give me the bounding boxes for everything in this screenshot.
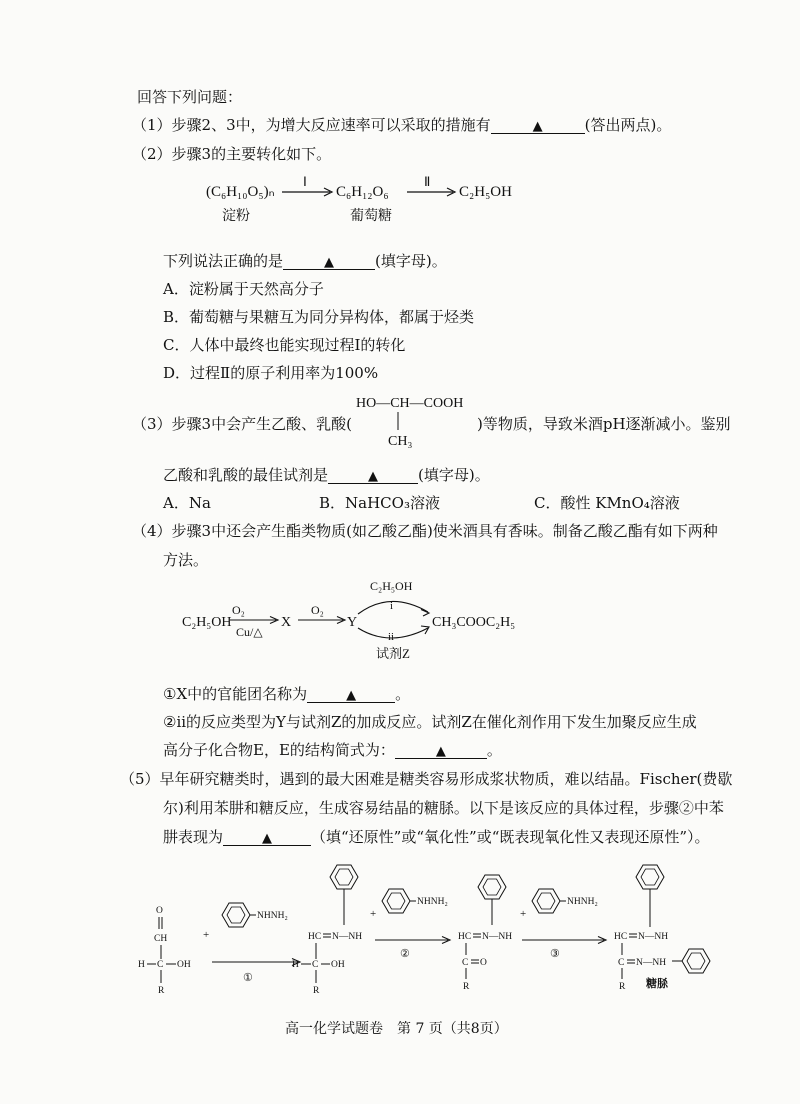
q3-option-b: B．NaHCO₃溶液	[319, 494, 440, 512]
svg-text:CH: CH	[154, 934, 168, 944]
scheme-condition: Cu/△	[236, 625, 263, 639]
q3-text-b: )等物质，导致米酒pH逐渐减小。鉴别	[477, 415, 731, 433]
q4-line-1	[132, 520, 718, 541]
osazone-step-3-label: ③	[550, 948, 560, 960]
scheme-start-ethanol: C₂H₅OH	[182, 615, 232, 630]
q2-prompt: 下列说法正确的是	[163, 252, 284, 270]
q5-line-1	[120, 768, 732, 789]
starch-conversion-scheme	[200, 170, 530, 228]
q1-text: 步骤2、3中，为增大反应速率可以采取的措施有	[171, 116, 491, 134]
q3-mark: ▲	[368, 469, 379, 484]
q4-sub-2b-text: 高分子化合物E，E的结构简式为：	[163, 741, 395, 759]
question-1	[132, 114, 671, 135]
osazone-product	[614, 865, 710, 992]
svg-text:R: R	[463, 982, 470, 992]
scheme-product: CH₃COOC₂H₅	[432, 615, 516, 630]
q1-number: （1）	[132, 116, 172, 134]
route-i-label: i	[390, 600, 394, 612]
q5-text-3b: （填“还原性”或“氧化性”或“既表现氧化性又表现还原性”）。	[311, 828, 710, 846]
q3-option-a: A．Na	[163, 494, 211, 512]
q4-sub-2b	[163, 739, 502, 760]
q3-line-2	[163, 464, 490, 485]
svg-text:+: +	[203, 929, 210, 941]
scheme-o2-first: O₂	[232, 603, 245, 617]
q3-number: （3）	[132, 415, 172, 433]
svg-text:HC: HC	[614, 932, 628, 942]
q2-mark: ▲	[324, 255, 335, 270]
osazone-step-2-label: ②	[400, 948, 410, 960]
q3-answer-blank	[328, 468, 418, 484]
route-ii-label: ii	[388, 631, 395, 643]
scheme-top-reagent: C₂H₅OH	[370, 579, 413, 593]
q3-tail: (填字母)。	[418, 466, 490, 484]
q4-number: （4）	[132, 522, 172, 540]
svg-text:N—NH: N—NH	[482, 932, 513, 942]
svg-text:O: O	[156, 906, 163, 916]
intro-text: 回答下列问题：	[137, 88, 243, 106]
q5-line-3	[163, 826, 710, 847]
q2-option-a: A．淀粉属于天然高分子	[163, 280, 324, 298]
ethyl-acetate-scheme	[180, 572, 520, 664]
q2-number: （2）	[132, 145, 172, 163]
svg-text:HC: HC	[308, 932, 322, 942]
nhnh2-label-2: NHNH₂	[417, 897, 448, 907]
svg-text:HC: HC	[458, 932, 472, 942]
svg-text:+: +	[370, 908, 377, 920]
svg-text:R: R	[158, 986, 165, 996]
scheme-y: Y	[347, 615, 358, 630]
q1-mark: ▲	[532, 119, 543, 134]
step-2-label: Ⅱ	[424, 174, 431, 189]
q5-text-1: 早年研究糖类时，遇到的最大困难是糖类容易形成浆状物质，难以结晶。Fischer(费歇	[159, 770, 733, 788]
svg-text:R: R	[619, 982, 626, 992]
svg-text:C: C	[462, 958, 469, 968]
phenylhydrazine-reagent-1	[222, 903, 288, 927]
aldose-structure	[138, 906, 191, 996]
q2-option-c: C．人体中最终也能实现过程Ⅰ的转化	[163, 336, 406, 354]
svg-text:N—NH: N—NH	[332, 932, 363, 942]
q2-tail: (填字母)。	[375, 252, 447, 270]
svg-text:+: +	[520, 908, 527, 920]
svg-text:R: R	[313, 986, 320, 996]
svg-text:C: C	[312, 960, 319, 970]
q5-answer-blank	[223, 830, 311, 846]
scheme-o2-second: O₂	[311, 603, 324, 617]
q4-sub-2: ②ii的反应类型为Y与试剂Z的加成反应。试剂Z在催化剂作用下发生加聚反应生成	[163, 713, 697, 731]
osazone-step-1-label: ①	[243, 972, 253, 984]
q4-text-2: 方法。	[163, 551, 209, 569]
q2-answer-blank	[283, 254, 375, 270]
glucose-formula: C₆H₁₂O₆	[336, 184, 389, 200]
q2-text: 步骤3的主要转化如下。	[171, 145, 332, 163]
q2-option-d: D．过程Ⅱ的原子利用率为100%	[163, 364, 379, 382]
lactic-acid-structure	[352, 388, 477, 450]
q2-prompt-line	[163, 250, 447, 271]
starch-formula: (C₆H₁₀O₅)ₙ	[206, 184, 275, 200]
q4-sub-1-tail: 。	[395, 685, 411, 703]
svg-text:N—NH: N—NH	[638, 932, 669, 942]
starch-name: 淀粉	[222, 209, 250, 224]
q5-number: （5）	[120, 770, 160, 788]
q1-tail: (答出两点)。	[584, 116, 672, 134]
intermediate-keto-hydrazone	[458, 875, 512, 992]
lactic-acid-methyl: CH₃	[388, 434, 413, 449]
q4-sub-2-mark: ▲	[435, 744, 446, 759]
svg-text:C: C	[157, 960, 164, 970]
svg-text:N—NH: N—NH	[636, 958, 667, 968]
q3-text-a: 步骤3中会产生乙酸、乳酸(	[171, 415, 352, 433]
q4-sub-2-blank	[395, 743, 487, 759]
q4-sub-2b-tail: 。	[486, 741, 502, 759]
osazone-scheme	[130, 855, 740, 1005]
nhnh2-label-3: NHNH₂	[567, 897, 598, 907]
svg-text:H: H	[138, 960, 145, 970]
q4-sub-1-blank	[307, 687, 395, 703]
osazone-label: 糖脎	[646, 978, 668, 990]
q3-option-c: C．酸性 KMnO₄溶液	[534, 494, 680, 512]
svg-text:O: O	[480, 958, 487, 968]
lactic-acid-main-chain: HO—CH—COOH	[356, 396, 464, 411]
phenylhydrazine-reagent-3	[532, 889, 598, 913]
q5-mark: ▲	[262, 831, 273, 846]
svg-text:H: H	[292, 960, 299, 970]
glucose-name: 葡萄糖	[350, 209, 392, 224]
q4-text-1: 步骤3中还会产生酯类物质(如乙酸乙酯)使米酒具有香味。制备乙酸乙酯有如下两种	[171, 522, 718, 540]
q2-option-b: B．葡萄糖与果糖互为同分异构体，都属于烃类	[163, 308, 475, 326]
nhnh2-label-1: NHNH₂	[257, 911, 288, 921]
ethanol-formula: C₂H₅OH	[459, 184, 512, 200]
q4-sub-1-mark: ▲	[346, 688, 357, 703]
svg-text:OH: OH	[177, 960, 191, 970]
question-2	[132, 143, 331, 164]
svg-text:C: C	[618, 958, 625, 968]
svg-text:OH: OH	[331, 960, 345, 970]
q1-answer-blank	[491, 118, 585, 134]
q5-text-3a: 肼表现为	[163, 828, 224, 846]
reagent-z-label: 试剂Z	[376, 646, 410, 661]
intermediate-hydrazone	[292, 865, 362, 996]
q3-prompt: 乙酸和乳酸的最佳试剂是	[163, 466, 329, 484]
phenylhydrazine-reagent-2	[382, 889, 448, 913]
step-1-label: Ⅰ	[303, 174, 307, 189]
q5-line-2: 尔)利用苯肼和糖反应，生成容易结晶的糖脎。以下是该反应的具体过程，步骤②中苯	[163, 799, 724, 817]
q4-sub-1-text: ①X中的官能团名称为	[163, 685, 308, 703]
scheme-x: X	[281, 615, 292, 630]
page-footer: 高一化学试题卷 第 7 页（共8页）	[285, 1021, 508, 1037]
q3-line-1	[132, 413, 352, 434]
q4-sub-1	[163, 683, 410, 704]
